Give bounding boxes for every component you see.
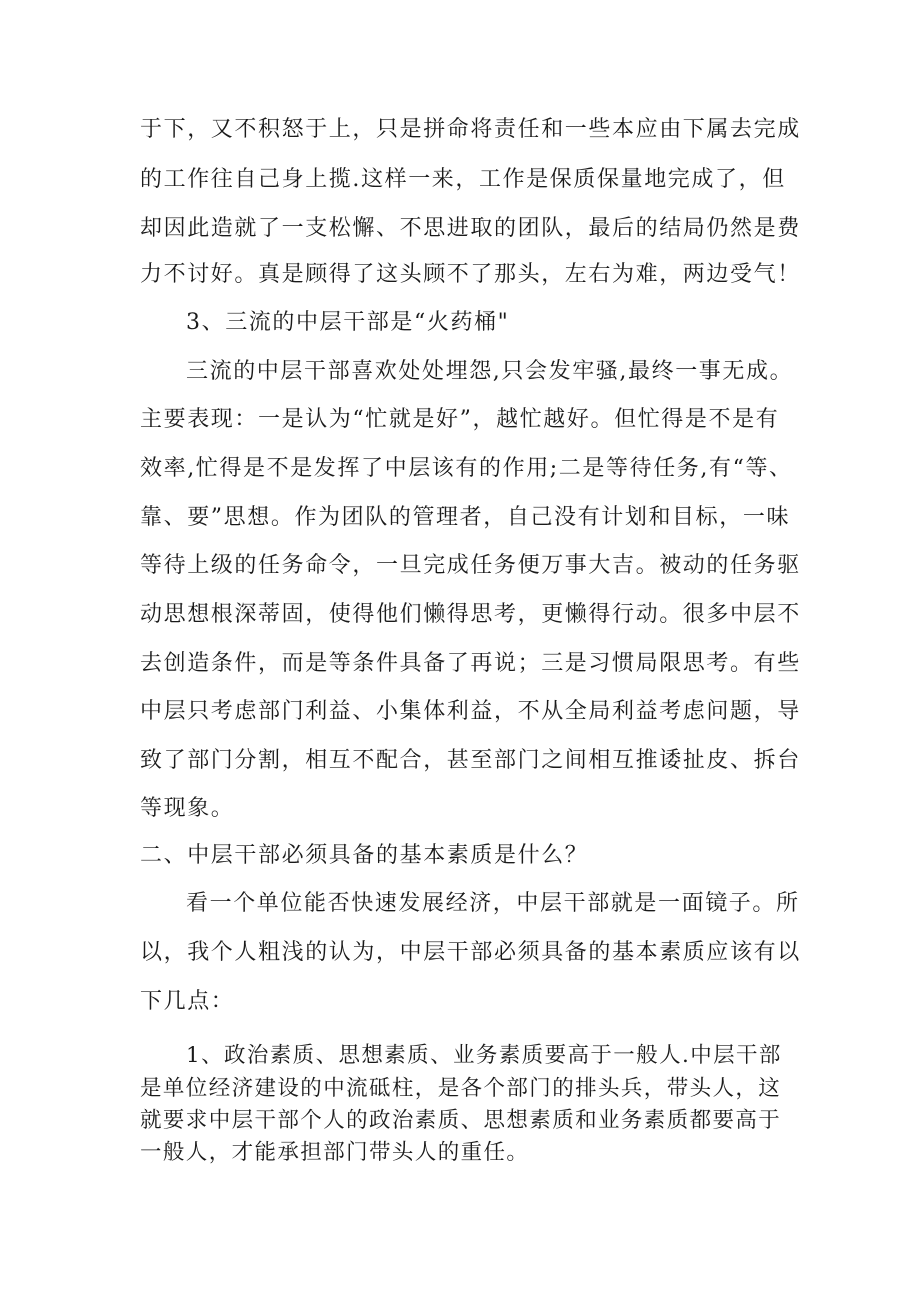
paragraph-line: 是单位经济建设的中流砥柱，是各个部门的排头兵，带头人，这 bbox=[140, 1076, 782, 1101]
paragraph-line: 靠、要”思想。作为团队的管理者，自己没有计划和目标，一味 bbox=[140, 505, 791, 530]
paragraph-line: 的工作往自己身上揽.这样一来，工作是保质保量地完成了，但 bbox=[140, 167, 786, 192]
paragraph-line: 三流的中层干部喜欢处处埋怨,只会发牢骚,最终一事无成。 bbox=[186, 359, 794, 384]
paragraph-line: 等待上级的任务命令，一旦完成任务便万事大吉。被动的任务驱 bbox=[140, 553, 801, 578]
paragraph-line: 却因此造就了一支松懈、不思进取的团队，最后的结局仍然是费 bbox=[140, 216, 801, 241]
paragraph-line: 效率,忙得是不是发挥了中层该有的作用;二是等待任务,有“等、 bbox=[140, 456, 793, 481]
paragraph-line: 下几点： bbox=[140, 989, 235, 1014]
paragraph-line: 以，我个人粗浅的认为，中层干部必须具备的基本素质应该有以 bbox=[140, 940, 801, 965]
paragraph-line: 1、政治素质、思想素质、业务素质要高于一般人.中层干部 bbox=[186, 1043, 782, 1068]
paragraph-line: 去创造条件，而是等条件具备了再说；三是习惯局限思考。有些 bbox=[140, 651, 801, 676]
paragraph-line: 于下，又不积怒于上，只是拼命将责任和一些本应由下属去完成 bbox=[140, 117, 801, 142]
paragraph-line: 主要表现：一是认为“忙就是好”，越忙越好。但忙得是不是有 bbox=[140, 407, 780, 432]
paragraph-line: 力不讨好。真是顾得了这头顾不了那头，左右为难，两边受气！ bbox=[140, 262, 801, 287]
paragraph-line: 中层只考虑部门利益、小集体利益，不从全局利益考虑问题，导 bbox=[140, 699, 801, 724]
paragraph-line: 一般人，才能承担部门带头人的重任。 bbox=[140, 1140, 530, 1165]
section-heading: 二、中层干部必须具备的基本素质是什么？ bbox=[140, 843, 589, 868]
section-heading: 3、三流的中层干部是“火药桶" bbox=[186, 310, 510, 335]
paragraph-line: 致了部门分割，相互不配合，甚至部门之间相互推诿扯皮、拆台 bbox=[140, 748, 801, 773]
paragraph-line: 等现象。 bbox=[140, 796, 235, 821]
paragraph-line: 看一个单位能否快速发展经济，中层干部就是一面镜子。所 bbox=[186, 891, 800, 916]
paragraph-line: 就要求中层干部个人的政治素质、思想素质和业务素质都要高于 bbox=[140, 1108, 782, 1133]
paragraph-line: 动思想根深蒂固，使得他们懒得思考，更懒得行动。很多中层不 bbox=[140, 602, 801, 627]
